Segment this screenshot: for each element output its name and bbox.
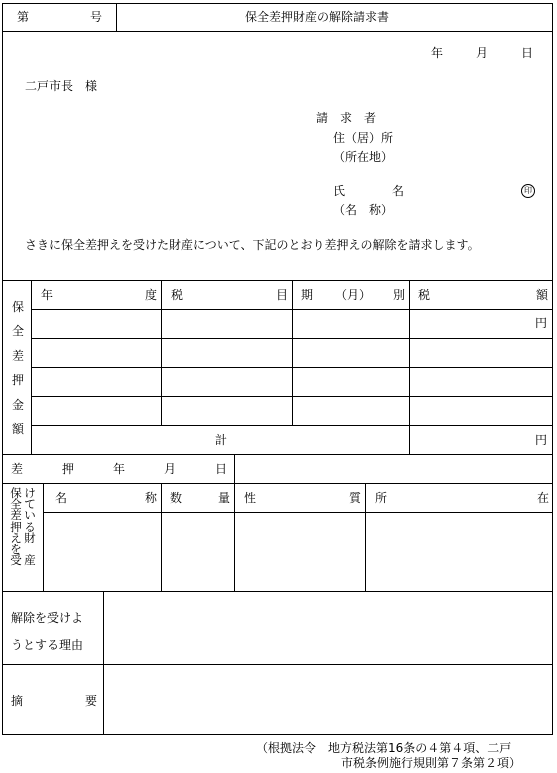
form-title: 保全差押財産の解除請求書 — [245, 10, 390, 24]
amount-col-divider-1 — [161, 280, 162, 425]
header-property-quantity: 数 量 — [170, 491, 230, 505]
summary-label: 摘 要 — [11, 694, 97, 708]
header-property-location: 所 在 — [375, 491, 549, 505]
header-property-quality: 性 質 — [244, 491, 361, 505]
header-property-name: 名 称 — [55, 491, 157, 505]
property-col-divider-2 — [234, 483, 235, 591]
amount-row-line-4 — [31, 396, 552, 397]
number-prefix: 第 — [17, 10, 30, 24]
header-fiscal-year: 年 度 — [41, 288, 157, 302]
header-period: 期 （月） 別 — [301, 288, 405, 302]
property-side-label-right: け て い る 財 産 — [24, 486, 36, 568]
property-side-divider — [43, 483, 44, 591]
date-day: 日 — [521, 46, 534, 60]
reason-top-line — [3, 591, 552, 592]
summary-top-line — [3, 664, 552, 665]
footer-legal-basis-line-2: 市税条例施行規則第７条第２項） — [341, 756, 522, 770]
header-bottom-line — [3, 31, 552, 32]
seal-mark: 印 — [521, 184, 535, 198]
footer-legal-basis-line-1: （根拠法令 地方税法第16条の４第４項、二戸 — [256, 741, 512, 755]
property-table-top-line — [3, 483, 552, 484]
amount-row-line-2 — [31, 338, 552, 339]
requester-name-label-1: 氏 — [333, 184, 346, 198]
header-divider — [116, 4, 117, 31]
amount-table-top-line — [3, 280, 552, 281]
seizure-date-divider — [234, 454, 235, 483]
requester-name-label-2: 名 — [392, 184, 405, 198]
property-header-line — [43, 512, 552, 513]
header-tax-item: 税 目 — [171, 288, 288, 302]
property-col-divider-1 — [161, 483, 162, 591]
seizure-date-label: 差 押 年 月 日 — [11, 462, 227, 476]
amount-row-line-3 — [31, 367, 552, 368]
property-side-label-left: 保 全 差 押 え を 受 — [10, 486, 22, 568]
number-suffix: 号 — [90, 10, 103, 24]
requester-label: 請 求 者 — [316, 111, 377, 125]
reason-divider — [103, 591, 104, 735]
request-body-text: さきに保全差押えを受けた財産について、下記のとおり差押えの解除を請求します。 — [25, 238, 480, 252]
amount-col-divider-2 — [292, 280, 293, 425]
requester-name-sub: （名 称） — [333, 203, 394, 217]
amount-row-line-1 — [31, 309, 552, 310]
requester-address: 住（居）所 — [333, 131, 394, 145]
amount-side-label-text: 保 全 差 押 金 額 — [11, 300, 24, 436]
property-col-divider-3 — [365, 483, 366, 591]
total-label: 計 — [215, 433, 228, 447]
date-year: 年 — [431, 46, 444, 60]
amount-yen-unit: 円 — [535, 316, 548, 330]
seizure-date-top-line — [3, 454, 552, 455]
header-tax-amount: 税 額 — [418, 288, 548, 302]
amount-row-line-5 — [31, 425, 552, 426]
request-form — [2, 3, 553, 735]
reason-label-line-2: うとする理由 — [11, 638, 84, 652]
date-month: 月 — [476, 46, 489, 60]
reason-label-line-1: 解除を受けよ — [11, 611, 84, 625]
requester-location: （所在地） — [333, 150, 394, 164]
addressee: 二戸市長 様 — [25, 79, 98, 93]
total-yen-unit: 円 — [535, 433, 548, 447]
